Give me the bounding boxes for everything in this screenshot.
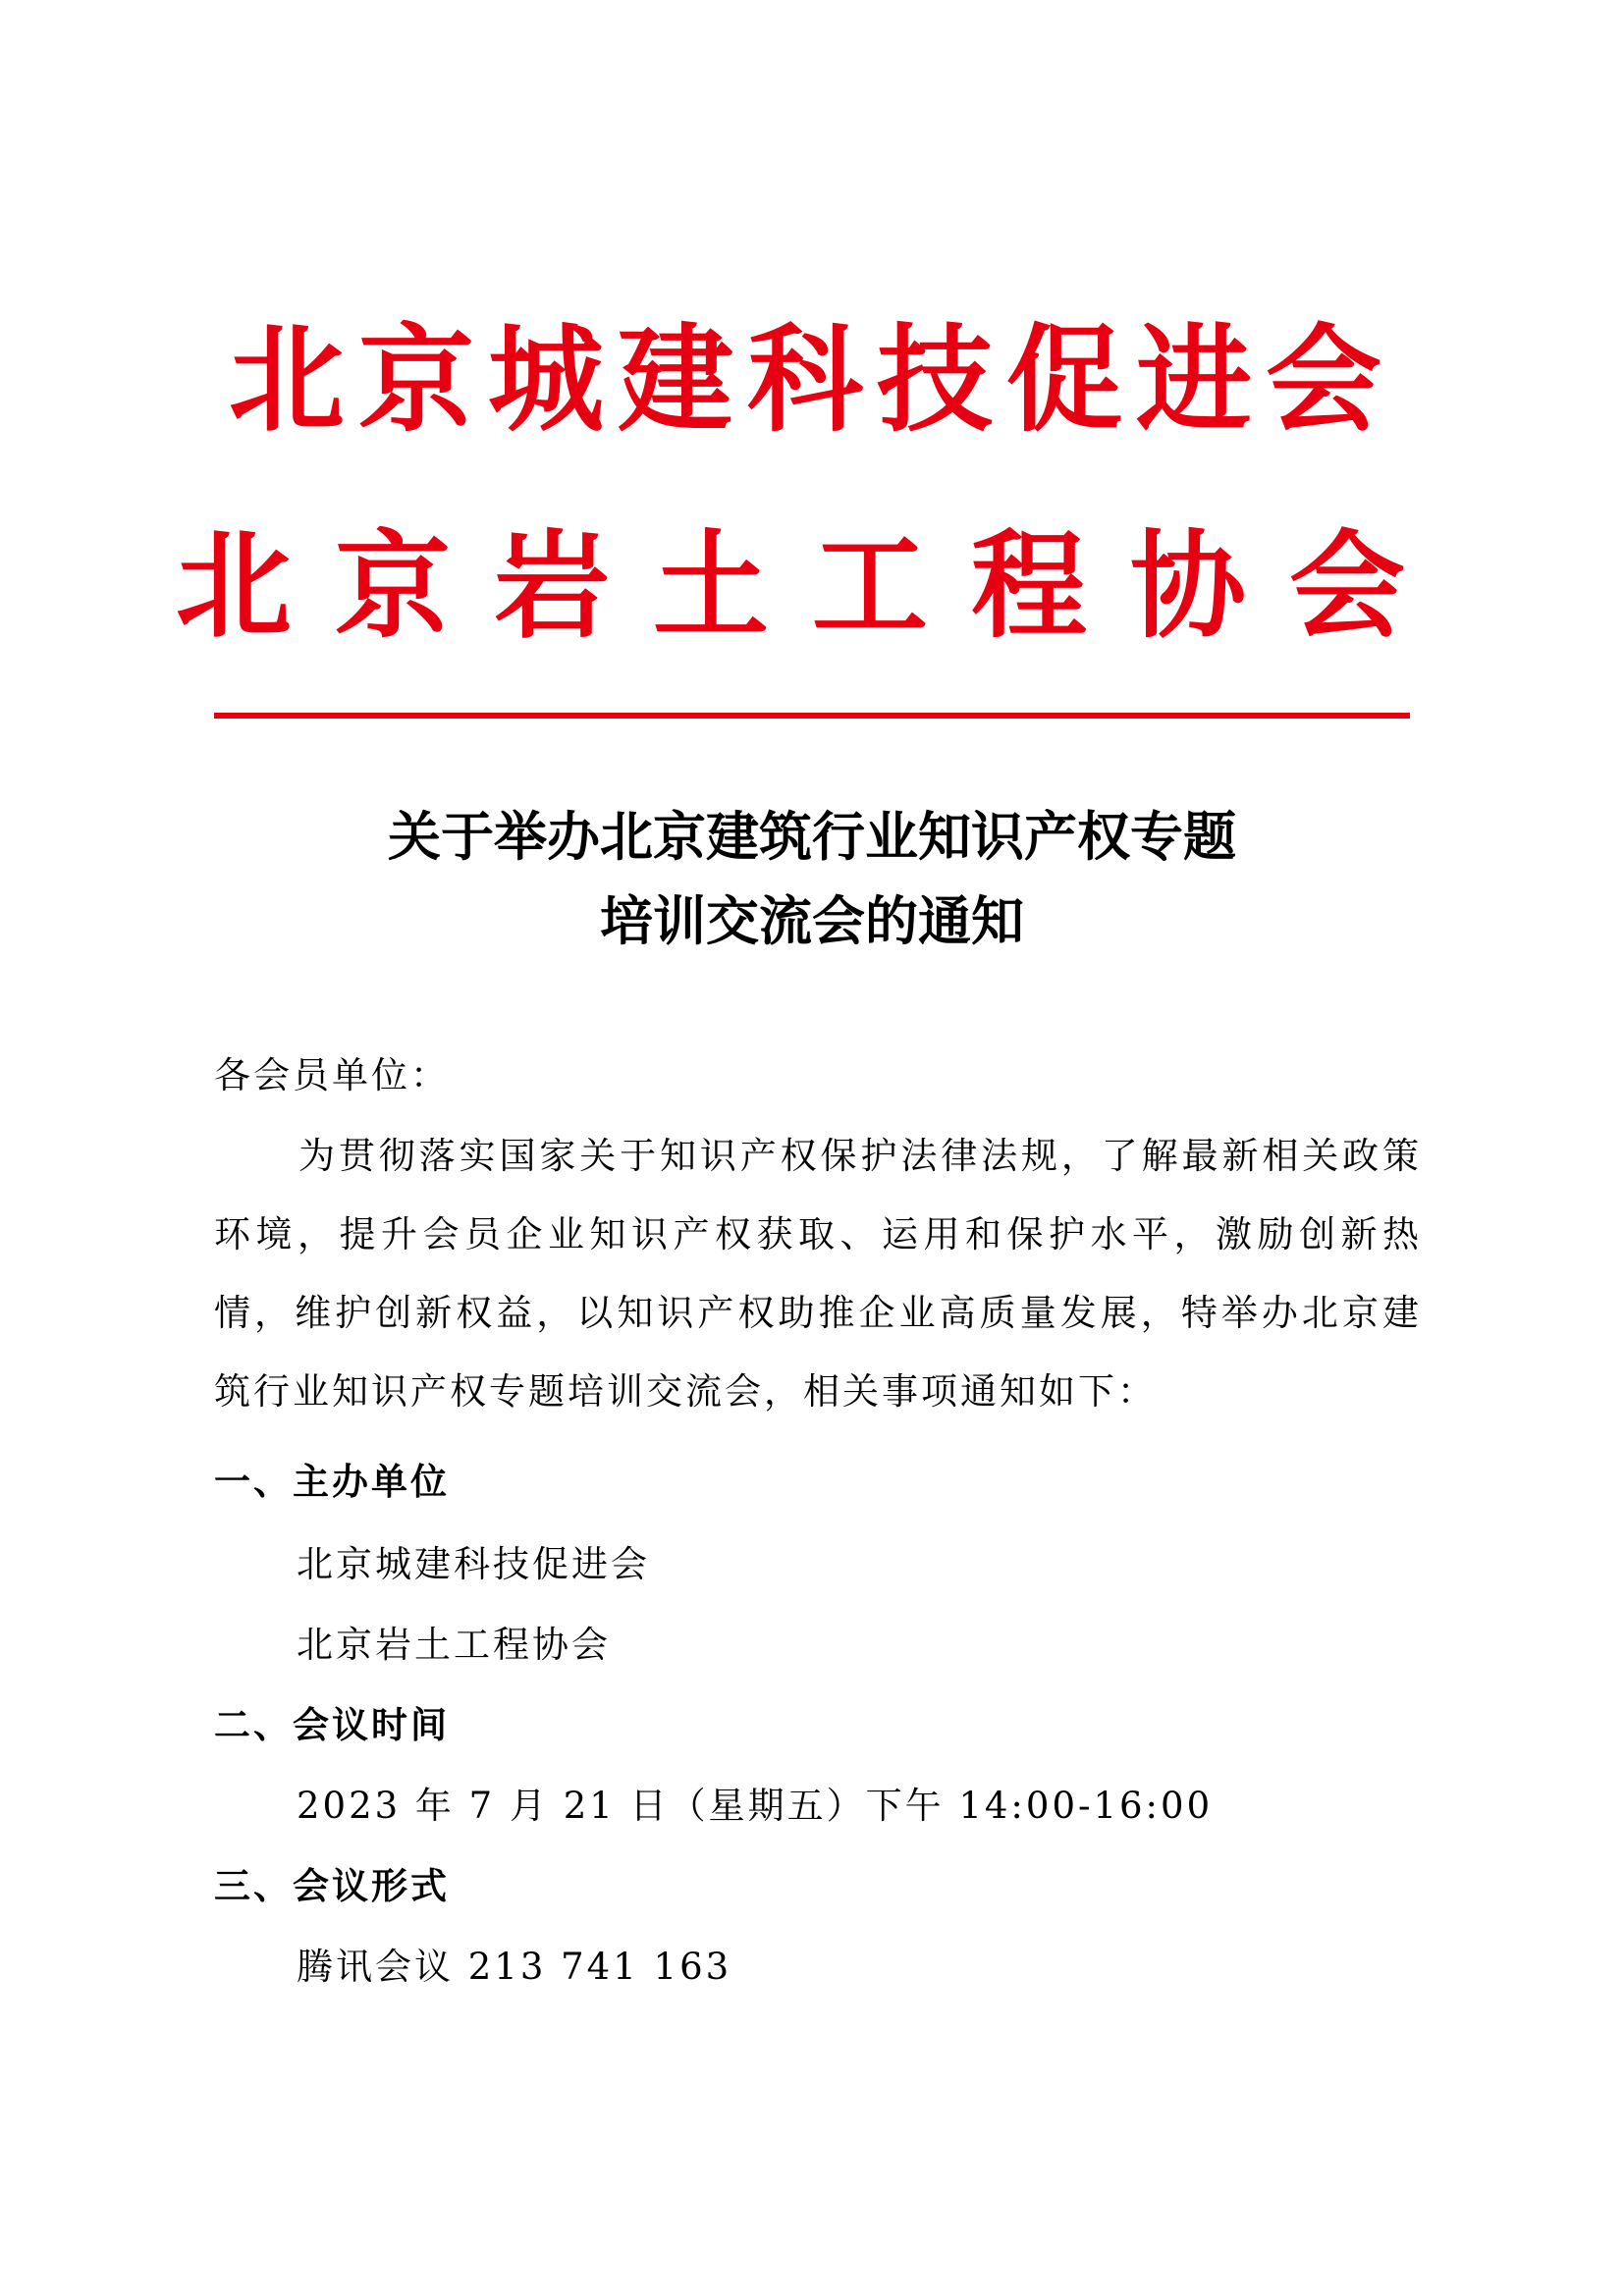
section-heading-meeting-format: 三、会议形式 [214,1865,450,1907]
section-heading-organizers: 一、主办单位 [214,1461,450,1503]
intro-paragraph: 为贯彻落实国家关于知识产权保护法律法规，了解最新相关政策环境，提升会员企业知识产权获取、运用和保护水平，激励创新热情，维护创新权益，以知识产权助推企业高质量发展，特举办北京建筑行业知识产权专题培训交流会，相关事项通知如下： [214,1135,1422,1413]
document-title-line-2: 培训交流会的通知 [600,890,1024,952]
letterhead-divider [214,713,1410,719]
meeting-time: 2023 年 7 月 21 日（星期五）下午 14:00-16:00 [297,1785,1214,1827]
meeting-format: 腾讯会议 213 741 163 [297,1946,732,1988]
organizer-item: 北京岩土工程协会 [297,1624,611,1666]
letterhead-org-2: 北京岩土工程协会 [175,518,1448,654]
organizer-item: 北京城建科技促进会 [297,1543,650,1585]
salutation: 各会员单位： [214,1054,450,1096]
section-heading-meeting-time: 二、会议时间 [214,1704,450,1746]
document-title-line-1: 关于举办北京建筑行业知识产权专题 [388,806,1236,868]
letterhead-org-1: 北京城建科技促进会 [228,312,1395,448]
